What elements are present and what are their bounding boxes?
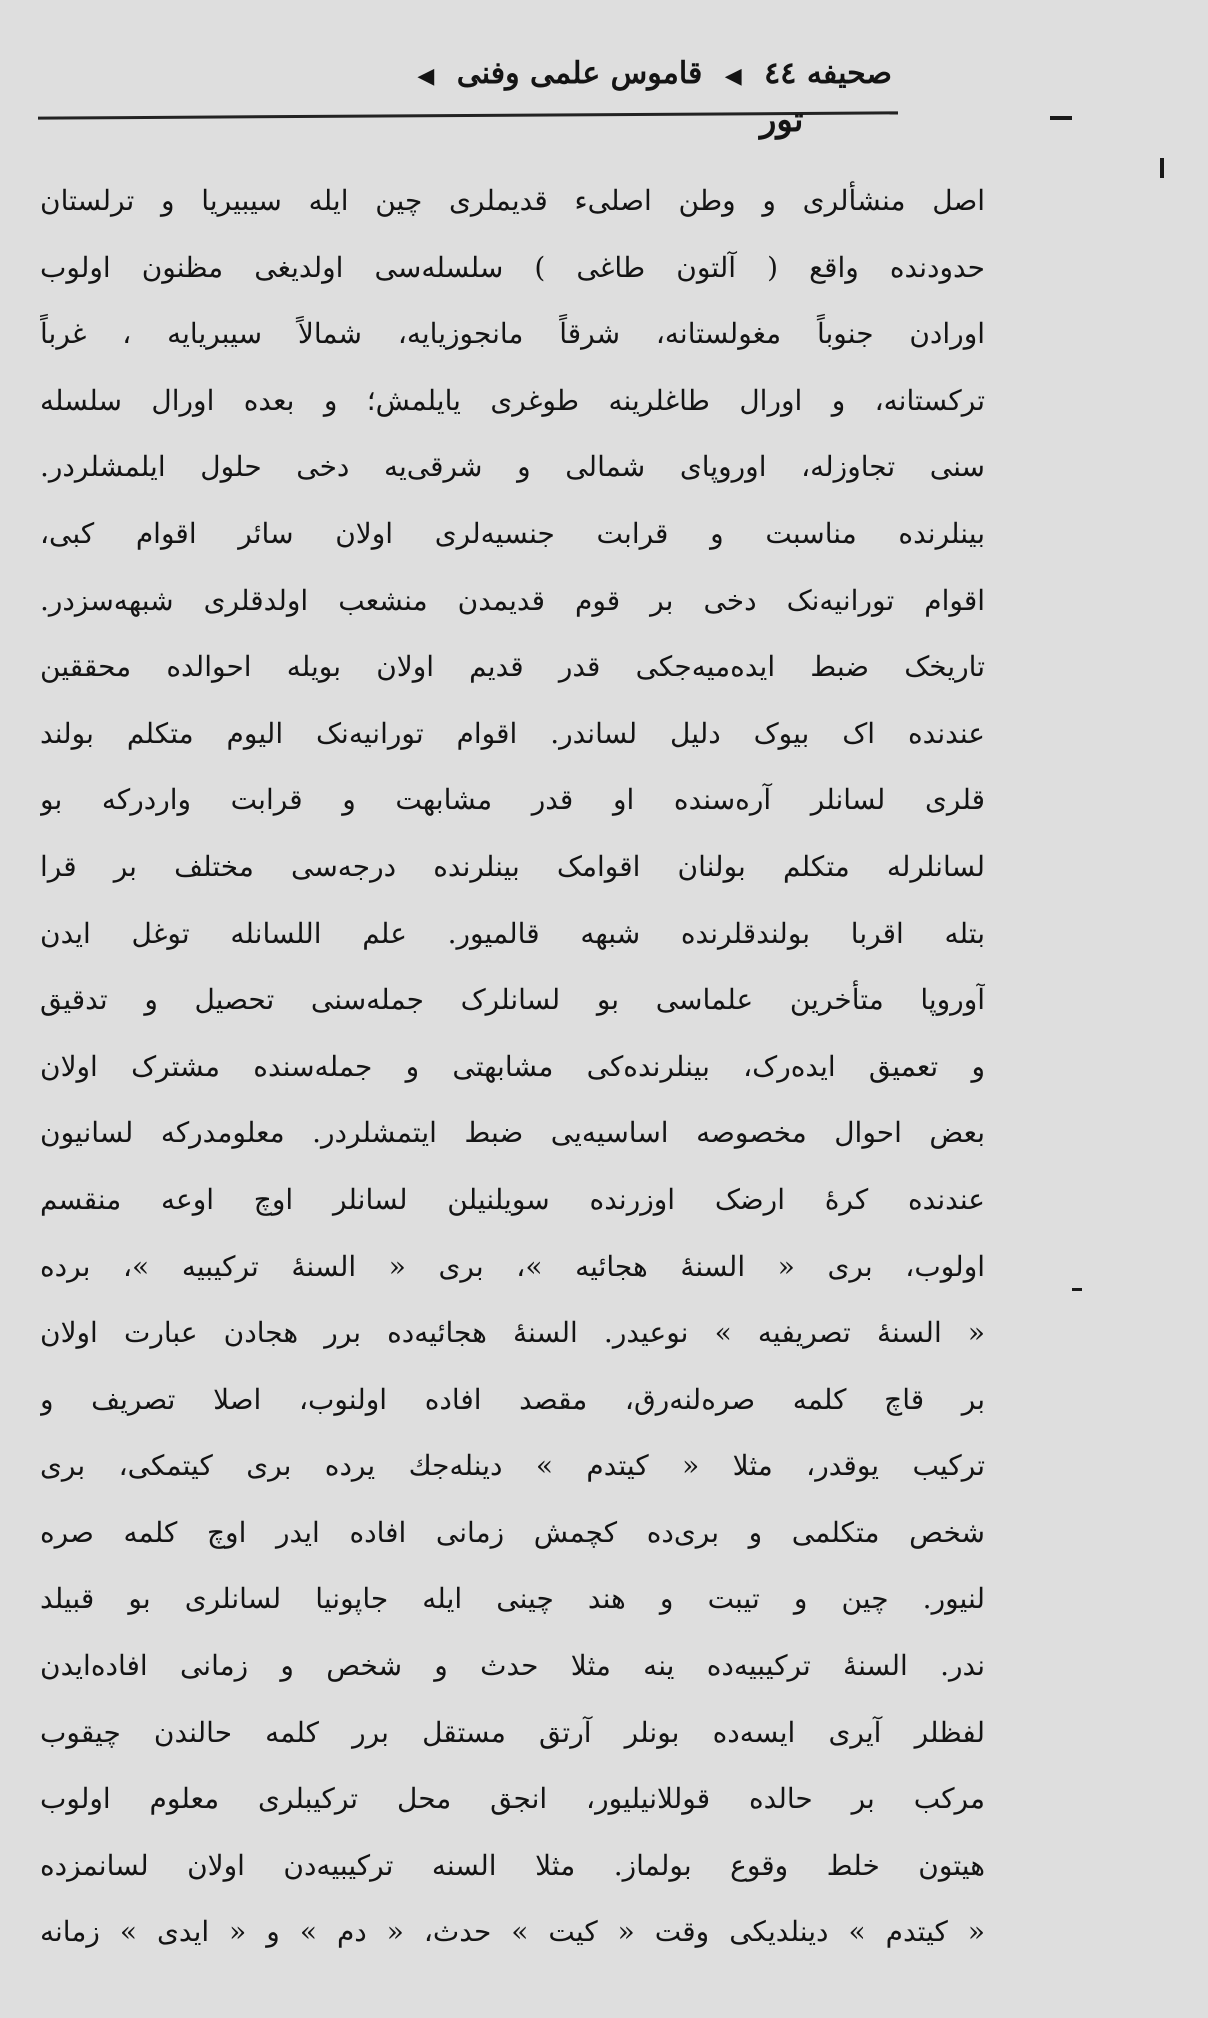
text-line: حدودنده واقع ( آلتون طاغی ) سلسله‌سی اولدیغی مظنون اولوب bbox=[40, 250, 985, 284]
text-line: اورادن جنوباً مغولستانه، شرقاً مانجوزیایه، شمالاً سیبریایه ، غرباً bbox=[40, 317, 985, 351]
text-line: بر قاچ کلمه صره‌لنه‌رق، مقصد افاده اولنوب، اصلا تصریف و bbox=[40, 1382, 985, 1416]
text-line: تاریخک ضبط ایده‌میه‌جکی قدر قدیم اولان بویله احوالده محققین bbox=[40, 650, 985, 684]
text-line: لفظلر آیری ایسه‌ده بونلر آرتق مستقل برر کلمه حالندن چیقوب bbox=[40, 1715, 985, 1749]
text-line: مرکب بر حالده قوللانیلیور، انجق محل ترکیبلری معلوم اولوب bbox=[40, 1782, 985, 1816]
pointing-hand-icon: ◀ bbox=[417, 63, 435, 89]
margin-mark bbox=[1160, 158, 1164, 178]
text-line: قلری لسانلر آره‌سنده او قدر مشابهت و قرابت واردرکه بو bbox=[40, 783, 985, 817]
page-number-label: صحيفه ٤٤ bbox=[764, 56, 892, 91]
text-line: « کیتدم » دینلدیکی وقت « کیت » حدث، « دم » و « ایدی » زمانه bbox=[40, 1915, 985, 1949]
entry-head-word: تور bbox=[760, 100, 804, 140]
text-line: « السنهٔ تصریفیه » نوعیدر. السنهٔ هجائیه‌ده برر هجادن عبارت اولان bbox=[40, 1316, 985, 1350]
text-line: عندنده اک بیوک دلیل لساندر. اقوام تورانیه‌نک الیوم متکلم بولند bbox=[40, 716, 985, 750]
text-line: اقوام تورانیه‌نک دخی بر قوم قدیمدن منشعب اولدقلری شبهه‌سزدر. bbox=[40, 583, 985, 617]
text-line: عندنده کرهٔ ارضک اوزرنده سویلنیلن لسانلر اوچ اوعه منقسم bbox=[40, 1182, 985, 1216]
text-line: شخص متکلمی و بری‌ده کچمش زمانی افاده ایدر اوچ کلمه صره bbox=[40, 1515, 985, 1549]
text-line: لسانلرله متکلم بولنان اقوامک بینلرنده درجه‌سی مختلف بر قرا bbox=[40, 849, 985, 883]
text-line: لنیور. چین و تیبت و هند چینی ایله جاپونیا لسانلری بو قبیلد bbox=[40, 1582, 985, 1616]
margin-mark bbox=[1050, 116, 1072, 120]
margin-mark bbox=[1072, 1288, 1082, 1291]
text-line: ندر. السنهٔ ترکیبیه‌ده ینه مثلا حدث و شخص و زمانی افاده‌ایدن bbox=[40, 1649, 985, 1683]
dictionary-title: قاموس علمی وفنی bbox=[456, 56, 703, 91]
text-line: اولوب، بری « السنهٔ هجائیه »، بری « السنهٔ ترکیبیه »، برده bbox=[40, 1249, 985, 1283]
text-line: اصل منشألری و وطن اصلیء قدیملری چین ایله سیبیریا و ترلستان bbox=[40, 184, 985, 217]
text-line: و تعمیق ایدەرک، بینلرنده‌کی مشابهتی و جمله‌سنده مشترک اولان bbox=[40, 1049, 985, 1083]
text-line: سنی تجاوزله، اوروپای شمالی و شرقی‌یه دخی حلول ایلمشلردر. bbox=[40, 450, 985, 484]
text-line: ترکستانه، و اورال طاغلرینه طوغری یایلمش؛ و بعده اورال سلسله bbox=[40, 383, 985, 417]
entry-body bbox=[40, 168, 985, 1998]
text-line: بینلرنده مناسبت و قرابت جنسیه‌لری اولان سائر اقوام کبی، bbox=[40, 516, 985, 550]
text-line: ترکیب یوقدر، مثلا « کیتدم » دینله‌جك یرده بری کیتمکی، بری bbox=[40, 1449, 985, 1483]
running-head bbox=[78, 54, 898, 96]
text-line: هیتون خلط وقوع بولماز. مثلا السنه ترکیبیه‌دن اولان لسانمزده bbox=[40, 1848, 985, 1882]
pointing-hand-icon: ◀ bbox=[724, 63, 742, 89]
text-line: آوروپا متأخرین علماسی بو لسانلرک جمله‌سنی تحصیل و تدقیق bbox=[40, 983, 985, 1017]
text-line: بتله اقربا بولندقلرنده شبهه قالمیور. علم اللسانله توغل ایدن bbox=[40, 916, 985, 950]
text-line: بعض احوال مخصوصه اساسیه‌یی ضبط ایتمشلردر. معلومدرکه لسانیون bbox=[40, 1116, 985, 1150]
